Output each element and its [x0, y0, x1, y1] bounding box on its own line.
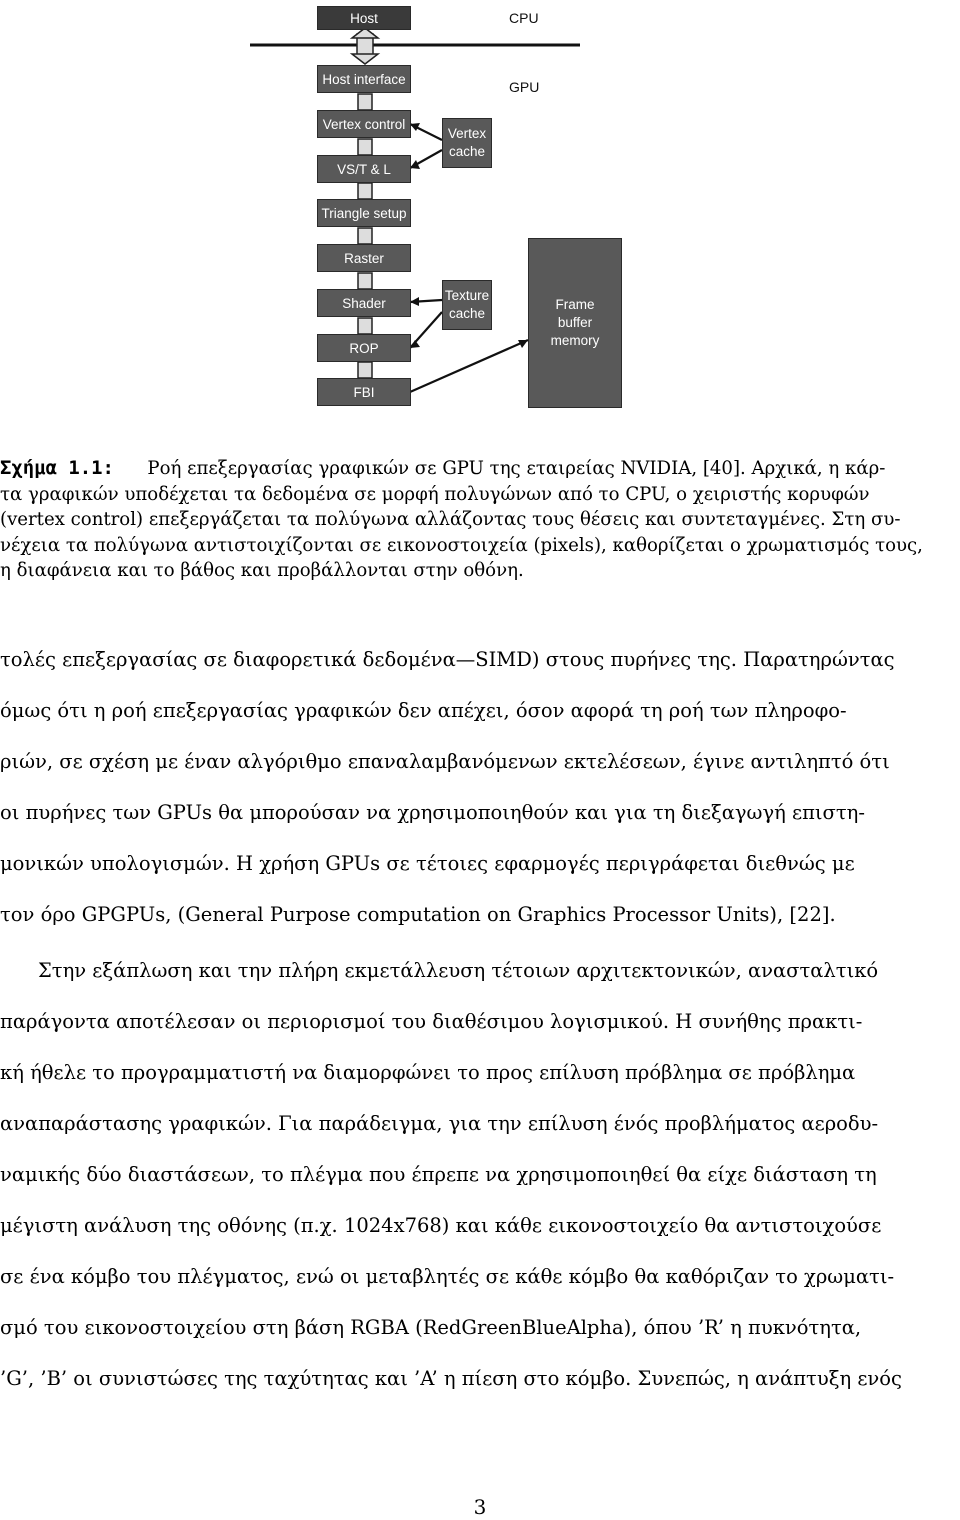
cpu-label: CPU [509, 10, 539, 26]
frame-buffer-line3: memory [550, 333, 600, 348]
frame-buffer-line2: buffer [557, 315, 593, 330]
rop-block: ROP [317, 334, 411, 362]
body-line: όμως ότι η ροή επεξεργασίας γραφικών δεν απέχει, όσον αφορά τη ροή των πληροφο- [0, 699, 847, 722]
body-line: ναμικής δύο διαστάσεων, το πλέγμα που έπρεπε να χρησιμοποιηθεί θα είχε διάσταση τη [0, 1163, 877, 1186]
texture-cache-line1: Texture [444, 288, 490, 303]
body-line: τολές επεξεργασίας σε διαφορετικά δεδομένα—SIMD) στους πυρήνες της. Παρατηρώντας [0, 648, 895, 671]
body-line: σε ένα κόμβο του πλέγματος, ενώ οι μεταβλητές σε κάθε κόμβο θα καθόριζαν το χρωματι- [0, 1265, 895, 1288]
body-line: ’G’, ’B’ οι συνιστώσες της ταχύτητας και ’A’ η πίεση στο κόμβο. Συνεπώς, η ανάπτυξη ενός [0, 1367, 902, 1390]
body-line: κή ήθελε το προγραμματιστή να διαμορφώνει το προς επίλυση πρόβλημα σε πρόβλημα [0, 1061, 856, 1084]
fbi-block: FBI [317, 378, 411, 406]
gpu-label: GPU [509, 79, 540, 95]
vertex-cache-block [442, 118, 492, 168]
body-line: τον όρο GPGPUs, (General Purpose computation on Graphics Processor Units), [22]. [0, 903, 836, 926]
caption-label: Σχήμα 1.1: [0, 457, 114, 479]
frame-buffer-line1: Frame [555, 297, 595, 312]
texture-cache-block [442, 280, 492, 330]
caption-line-1 [0, 456, 956, 482]
body-line: σμό του εικονοστοιχείου στη βάση RGBA (RedGreenBlueAlpha), όπου ’R’ η πυκνότητα, [0, 1316, 862, 1339]
figure-caption [0, 456, 960, 584]
caption-line-3: (vertex control) επεξεργάζεται τα πολύγωνα αλλάζοντας τους θέσεις και συντεταγμένες. Στη συ- [0, 509, 901, 530]
triangle-setup-block: Triangle setup [317, 199, 411, 227]
vst-l-block: VS/T & L [317, 155, 411, 183]
texture-cache-line2: cache [448, 306, 486, 321]
raster-block: Raster [317, 244, 411, 272]
caption-line-4: νέχεια τα πολύγωνα αντιστοιχίζονται σε εικονοστοιχεία (pixels), καθορίζεται ο χρωματισμός τους, [0, 534, 923, 556]
gpu-pipeline-figure [0, 0, 960, 420]
caption-line-2: τα γραφικών υποδέχεται τα δεδομένα σε μορφή πολυγώνων από το CPU, ο χειριστής κορυφών [0, 483, 870, 505]
vertex-cache-line1: Vertex [447, 126, 487, 141]
caption-line-5: η διαφάνεια και το βάθος και προβάλλονται στην οθόνη. [0, 560, 524, 581]
page-number: 3 [473, 1495, 487, 1519]
body-line: οι πυρήνες των GPUs θα μπορούσαν να χρησιμοποιηθούν και για τη διεξαγωγή επιστη- [0, 801, 865, 824]
shader-block: Shader [317, 289, 411, 317]
body-line: ριών, σε σχέση με έναν αλγόριθμο επαναλαμβανόμενων εκτελέσεων, έγινε αντιληπτό ότι [0, 750, 890, 773]
vertex-cache-line2: cache [448, 144, 486, 159]
caption-text-1: Ροή επεξεργασίας γραφικών σε GPU της εταιρείας NVIDIA, [40]. Αρχικά, η κάρ- [147, 458, 886, 479]
figure-connectors [0, 0, 960, 420]
host-block: Host [317, 6, 411, 30]
host-interface-block: Host interface [317, 65, 411, 93]
frame-buffer-block [528, 238, 622, 408]
body-line: μονικών υπολογισμών. Η χρήση GPUs σε τέτοιες εφαρμογές περιγράφεται διεθνώς με [0, 852, 855, 875]
body-line: μέγιστη ανάλυση της οθόνης (π.χ. 1024x768) και κάθε εικονοστοιχείο θα αντιστοιχούσε [0, 1214, 882, 1237]
body-line: αναπαράστασης γραφικών. Για παράδειγμα, για την επίλυση ένός προβλήματος αεροδυ- [0, 1112, 879, 1135]
body-line: παράγοντα αποτέλεσαν οι περιορισμοί του διαθέσιμου λογισμικού. Η συνήθης πρακτι- [0, 1010, 863, 1033]
vertex-control-block: Vertex control [317, 110, 411, 138]
body-line: Στην εξάπλωση και την πλήρη εκμετάλλευση τέτοιων αρχιτεκτονικών, ανασταλτικό [38, 959, 879, 982]
